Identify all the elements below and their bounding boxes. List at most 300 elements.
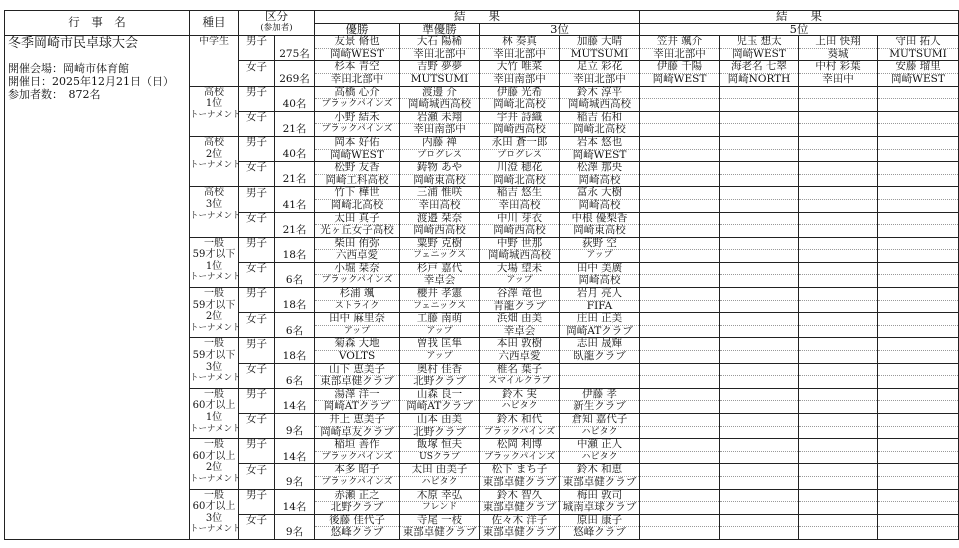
club-name: 岡崎城西高校 <box>400 99 480 112</box>
club-name: 幸田中 <box>799 73 878 86</box>
participant-count: 6名 <box>275 325 315 338</box>
category-label: 一般 <box>204 338 224 350</box>
club-name: 岡崎城西高校 <box>480 250 560 263</box>
empty-cell <box>878 527 959 540</box>
category-label: 59才以下 <box>192 249 236 261</box>
player-name: 椎名 葉子 <box>480 363 560 376</box>
empty-cell <box>799 149 878 162</box>
player-name: 稲垣 善作 <box>315 439 400 452</box>
club-name: アップ <box>480 275 560 288</box>
header-rank1: 優勝 <box>315 23 400 36</box>
category-label: 2位 <box>205 462 223 474</box>
empty-cell <box>640 288 720 301</box>
empty-cell <box>799 338 878 351</box>
empty-cell <box>799 325 878 338</box>
club-name: アップ <box>560 250 640 263</box>
empty-cell <box>878 162 959 175</box>
empty-cell <box>640 401 720 414</box>
player-name: 井上 恵美子 <box>315 414 400 427</box>
player-name: 上田 快翔 <box>799 36 878 49</box>
empty-cell <box>799 527 878 540</box>
empty-cell <box>640 199 720 212</box>
gender-label: 女子 <box>239 111 275 124</box>
player-name: 竹下 樺世 <box>315 187 400 200</box>
player-name: 永田 蒼一郎 <box>480 136 560 149</box>
empty-cell <box>799 439 878 452</box>
player-name: 海老名 七翠 <box>720 61 799 74</box>
empty-cell <box>640 414 720 427</box>
empty-cell <box>720 86 799 99</box>
club-name: スマイルクラブ <box>480 376 560 389</box>
empty-cell <box>720 199 799 212</box>
table-row <box>5 36 959 49</box>
empty-cell <box>799 414 878 427</box>
empty-cell <box>799 275 878 288</box>
empty-cell <box>720 376 799 389</box>
category-label: 59才以下 <box>192 350 236 362</box>
club-name: ブラックパインズ <box>315 99 400 112</box>
player-name: 中川 芽衣 <box>480 212 560 225</box>
empty-cell <box>878 451 959 464</box>
club-name: アップ <box>315 325 400 338</box>
gender-blank <box>239 275 275 288</box>
club-name: 岡崎高校 <box>560 199 640 212</box>
club-name: 幸田北部中 <box>480 48 560 61</box>
club-name: 岡崎NORTH <box>720 73 799 86</box>
participant-count: 41名 <box>275 199 315 212</box>
club-name: アップ <box>400 351 480 364</box>
club-name: ハピタク <box>560 426 640 439</box>
club-name: 光ヶ丘女子高校 <box>315 225 400 238</box>
club-name: 岡崎WEST <box>720 48 799 61</box>
count-blank <box>275 464 315 477</box>
player-name: 鈴木 智久 <box>480 489 560 502</box>
empty-cell <box>720 124 799 137</box>
category-label: トーナメント <box>190 473 241 484</box>
empty-cell <box>878 300 959 313</box>
player-name: 原田 康子 <box>560 514 640 527</box>
empty-cell <box>799 426 878 439</box>
club-name: MUTSUMI <box>400 73 480 86</box>
gender-blank <box>239 48 275 61</box>
empty-cell <box>640 174 720 187</box>
player-name: 安藤 瑠里 <box>878 61 959 74</box>
header-division: 区分 <box>239 11 315 24</box>
header-results-left: 結 果 <box>315 11 640 24</box>
count-blank <box>275 61 315 74</box>
player-name: 中村 彩葉 <box>799 61 878 74</box>
club-name <box>560 376 640 389</box>
club-name: 幸卓会 <box>480 325 560 338</box>
club-name: VOLTS <box>315 351 400 364</box>
club-name: 岡崎北高校 <box>480 99 560 112</box>
participant-count: 21名 <box>275 225 315 238</box>
club-name: 城南卓球クラブ <box>560 502 640 515</box>
gender-blank <box>239 225 275 238</box>
player-name: 後藤 佳代子 <box>315 514 400 527</box>
category-cell <box>190 187 239 237</box>
empty-cell <box>799 514 878 527</box>
club-name: ハピタク <box>560 451 640 464</box>
empty-cell <box>640 514 720 527</box>
empty-cell <box>799 313 878 326</box>
empty-cell <box>720 99 799 112</box>
empty-cell <box>640 149 720 162</box>
category-cell <box>190 237 239 287</box>
club-name: 岡崎高校 <box>560 174 640 187</box>
empty-cell <box>799 111 878 124</box>
gender-blank <box>239 174 275 187</box>
player-name: 木原 幸弘 <box>400 489 480 502</box>
category-label: トーナメント <box>190 373 241 384</box>
club-name: FIFA <box>560 300 640 313</box>
player-name: 鈴木 実 <box>480 388 560 401</box>
empty-cell <box>878 187 959 200</box>
gender-label: 男子 <box>239 136 275 149</box>
empty-cell <box>878 476 959 489</box>
player-name: 小堀 栞奈 <box>315 262 400 275</box>
participant-count: 18名 <box>275 351 315 364</box>
empty-cell <box>878 363 959 376</box>
empty-cell <box>640 476 720 489</box>
empty-cell <box>878 313 959 326</box>
empty-cell <box>878 275 959 288</box>
player-name: 湯澤 洋一 <box>315 388 400 401</box>
club-name: 東部卓健クラブ <box>480 476 560 489</box>
empty-cell <box>799 225 878 238</box>
club-name: 東部卓健クラブ <box>480 527 560 540</box>
participant-count: 9名 <box>275 476 315 489</box>
empty-cell <box>878 262 959 275</box>
category-cell <box>190 489 239 539</box>
empty-cell <box>640 489 720 502</box>
club-name: 北野クラブ <box>400 376 480 389</box>
player-name: 中野 世那 <box>480 237 560 250</box>
player-name: 柴田 侑弥 <box>315 237 400 250</box>
club-name: 幸田北部中 <box>560 73 640 86</box>
player-name: 鈴木 淳平 <box>560 86 640 99</box>
empty-cell <box>640 439 720 452</box>
count-blank <box>275 363 315 376</box>
empty-cell <box>878 439 959 452</box>
empty-cell <box>640 212 720 225</box>
player-name: 鈴木 和代 <box>480 414 560 427</box>
empty-cell <box>720 174 799 187</box>
event-venue: 開催会場：岡崎市体育館 <box>8 62 129 76</box>
category-label: トーナメント <box>190 272 241 283</box>
empty-cell <box>640 275 720 288</box>
category-label: 1位 <box>205 98 223 110</box>
empty-cell <box>878 237 959 250</box>
gender-label: 女子 <box>239 61 275 74</box>
player-name: 中根 優梨香 <box>560 212 640 225</box>
empty-cell <box>878 351 959 364</box>
category-label: 2位 <box>205 148 223 160</box>
participant-count: 9名 <box>275 527 315 540</box>
player-name: 佐々木 洋子 <box>480 514 560 527</box>
club-name: USクラブ <box>400 451 480 464</box>
club-name: ストライク <box>315 300 400 313</box>
category-label: 2位 <box>205 311 223 323</box>
club-name: 悠峰クラブ <box>315 527 400 540</box>
empty-cell <box>720 275 799 288</box>
gender-blank <box>239 527 275 540</box>
club-name: ハピタク <box>400 476 480 489</box>
player-name: 山本 由美 <box>400 414 480 427</box>
player-name: 渡邊 介 <box>400 86 480 99</box>
empty-cell <box>640 351 720 364</box>
empty-cell <box>878 136 959 149</box>
empty-cell <box>799 86 878 99</box>
participant-count: 6名 <box>275 275 315 288</box>
category-cell <box>190 36 239 86</box>
empty-cell <box>878 464 959 477</box>
empty-cell <box>720 149 799 162</box>
player-name: 三浦 惟咲 <box>400 187 480 200</box>
gender-blank <box>239 73 275 86</box>
club-name: 岡崎ATクラブ <box>400 401 480 414</box>
gender-label: 男子 <box>239 187 275 200</box>
category-label: 一般 <box>204 388 224 400</box>
empty-cell <box>720 262 799 275</box>
category-label: 高校 <box>204 86 224 98</box>
header-rank3: 3位 <box>480 23 640 36</box>
club-name: フレンド <box>400 502 480 515</box>
category-label: 3位 <box>205 361 223 373</box>
empty-cell <box>720 225 799 238</box>
gender-label: 男子 <box>239 388 275 401</box>
empty-cell <box>640 376 720 389</box>
club-name: 東部卓健クラブ <box>480 502 560 515</box>
count-blank <box>275 36 315 49</box>
count-blank <box>275 86 315 99</box>
club-name: 岡崎北高校 <box>315 199 400 212</box>
gender-blank <box>239 451 275 464</box>
empty-cell <box>640 250 720 263</box>
player-name: 杉浦 颯 <box>315 288 400 301</box>
empty-cell <box>640 187 720 200</box>
empty-cell <box>878 502 959 515</box>
empty-cell <box>878 124 959 137</box>
club-name: 岡崎WEST <box>315 149 400 162</box>
empty-cell <box>799 489 878 502</box>
player-name: 山森 良一 <box>400 388 480 401</box>
player-name <box>560 363 640 376</box>
player-name: 山下 恵美子 <box>315 363 400 376</box>
gender-blank <box>239 476 275 489</box>
empty-cell <box>720 401 799 414</box>
player-name: 本田 敦樹 <box>480 338 560 351</box>
player-name: 吉野 夢夢 <box>400 61 480 74</box>
participant-count: 14名 <box>275 401 315 414</box>
player-name: 松澤 那央 <box>560 162 640 175</box>
empty-cell <box>799 376 878 389</box>
empty-cell <box>878 376 959 389</box>
category-label: 60才以上 <box>192 400 236 412</box>
player-name: 川澄 穂花 <box>480 162 560 175</box>
club-name: 岡崎城西高校 <box>560 99 640 112</box>
gender-label: 男子 <box>239 86 275 99</box>
gender-blank <box>239 250 275 263</box>
empty-cell <box>720 414 799 427</box>
empty-cell <box>640 162 720 175</box>
empty-cell <box>720 288 799 301</box>
participant-count: 275名 <box>275 48 315 61</box>
player-name: 田中 麻里奈 <box>315 313 400 326</box>
gender-blank <box>239 351 275 364</box>
club-name: フェニックス <box>400 250 480 263</box>
empty-cell <box>640 388 720 401</box>
gender-label: 男子 <box>239 439 275 452</box>
empty-cell <box>878 212 959 225</box>
category-label: 3位 <box>205 512 223 524</box>
empty-cell <box>640 451 720 464</box>
gender-label: 男子 <box>239 338 275 351</box>
empty-cell <box>640 527 720 540</box>
empty-cell <box>720 351 799 364</box>
club-name: 東部卓健クラブ <box>400 527 480 540</box>
participant-count: 6名 <box>275 376 315 389</box>
player-name: 志田 晟輝 <box>560 338 640 351</box>
empty-cell <box>640 136 720 149</box>
player-name: 松野 友香 <box>315 162 400 175</box>
empty-cell <box>640 338 720 351</box>
empty-cell <box>720 187 799 200</box>
empty-cell <box>720 388 799 401</box>
empty-cell <box>799 388 878 401</box>
empty-cell <box>799 99 878 112</box>
empty-cell <box>799 351 878 364</box>
empty-cell <box>878 149 959 162</box>
empty-cell <box>640 99 720 112</box>
player-name: 大石 陽稀 <box>400 36 480 49</box>
club-name: ブラックパインズ <box>315 275 400 288</box>
player-name: 鈴木 和恵 <box>560 464 640 477</box>
empty-cell <box>640 86 720 99</box>
empty-cell <box>720 250 799 263</box>
empty-cell <box>878 225 959 238</box>
club-name: 六西卓愛 <box>315 250 400 263</box>
count-blank <box>275 111 315 124</box>
club-name: 悠峰クラブ <box>560 527 640 540</box>
empty-cell <box>878 388 959 401</box>
empty-cell <box>799 250 878 263</box>
empty-cell <box>720 439 799 452</box>
category-label: 59才以下 <box>192 299 236 311</box>
player-name: 伊藤 光希 <box>480 86 560 99</box>
empty-cell <box>878 250 959 263</box>
club-name: 岡崎高校 <box>560 275 640 288</box>
gender-label: 女子 <box>239 313 275 326</box>
empty-cell <box>720 338 799 351</box>
count-blank <box>275 136 315 149</box>
header-rank5: 5位 <box>640 23 959 36</box>
category-cell <box>190 86 239 136</box>
club-name: 岡崎西高校 <box>400 225 480 238</box>
gender-label: 女子 <box>239 212 275 225</box>
club-name: 東部卓健クラブ <box>315 376 400 389</box>
empty-cell <box>799 464 878 477</box>
player-name: 浜畑 由美 <box>480 313 560 326</box>
gender-blank <box>239 300 275 313</box>
player-name: 伊藤 孝 <box>560 388 640 401</box>
participant-count: 14名 <box>275 451 315 464</box>
gender-label: 女子 <box>239 162 275 175</box>
empty-cell <box>720 502 799 515</box>
gender-blank <box>239 401 275 414</box>
empty-cell <box>720 426 799 439</box>
club-name: 幸田南部中 <box>480 73 560 86</box>
club-name: フェニックス <box>400 300 480 313</box>
empty-cell <box>720 527 799 540</box>
player-name: 富永 大樹 <box>560 187 640 200</box>
empty-cell <box>878 426 959 439</box>
player-name: 渡邉 栞奈 <box>400 212 480 225</box>
club-name: ブラックパインズ <box>315 124 400 137</box>
category-label: 中学生 <box>199 36 229 48</box>
count-blank <box>275 414 315 427</box>
empty-cell <box>878 86 959 99</box>
empty-cell <box>799 136 878 149</box>
club-name: 青龍クラブ <box>480 300 560 313</box>
player-name: 菊森 大地 <box>315 338 400 351</box>
empty-cell <box>878 401 959 414</box>
club-name: 幸田北部中 <box>315 73 400 86</box>
player-name: 梅田 敦司 <box>560 489 640 502</box>
empty-cell <box>878 199 959 212</box>
empty-cell <box>799 174 878 187</box>
participant-count: 18名 <box>275 250 315 263</box>
player-name: 松岡 利博 <box>480 439 560 452</box>
empty-cell <box>878 99 959 112</box>
gender-blank <box>239 502 275 515</box>
empty-cell <box>878 174 959 187</box>
club-name: 北野クラブ <box>400 426 480 439</box>
gender-blank <box>239 376 275 389</box>
empty-cell <box>720 451 799 464</box>
player-name: 稲吉 佑和 <box>560 111 640 124</box>
player-name: 岩月 亮人 <box>560 288 640 301</box>
participant-count: 21名 <box>275 124 315 137</box>
player-name: 岩本 悠也 <box>560 136 640 149</box>
club-name: 葵城 <box>799 48 878 61</box>
category-label: トーナメント <box>190 322 241 333</box>
participant-count: 9名 <box>275 426 315 439</box>
count-blank <box>275 388 315 401</box>
empty-cell <box>878 338 959 351</box>
gender-label: 男子 <box>239 36 275 49</box>
empty-cell <box>720 363 799 376</box>
event-title: 冬季岡崎市民卓球大会 <box>8 36 139 52</box>
club-name: 新生クラブ <box>560 401 640 414</box>
count-blank <box>275 439 315 452</box>
player-name: 太田 真子 <box>315 212 400 225</box>
player-name: 田中 美廣 <box>560 262 640 275</box>
empty-cell <box>799 451 878 464</box>
participant-count: 18名 <box>275 300 315 313</box>
player-name: 赤瀬 正之 <box>315 489 400 502</box>
empty-cell <box>640 300 720 313</box>
category-label: 一般 <box>204 237 224 249</box>
club-name: 岡崎WEST <box>315 48 400 61</box>
empty-cell <box>799 401 878 414</box>
player-name: 杉本 青空 <box>315 61 400 74</box>
player-name: 高橋 心介 <box>315 86 400 99</box>
empty-cell <box>720 464 799 477</box>
empty-cell <box>878 414 959 427</box>
club-name: 岡崎西高校 <box>480 225 560 238</box>
empty-cell <box>640 237 720 250</box>
